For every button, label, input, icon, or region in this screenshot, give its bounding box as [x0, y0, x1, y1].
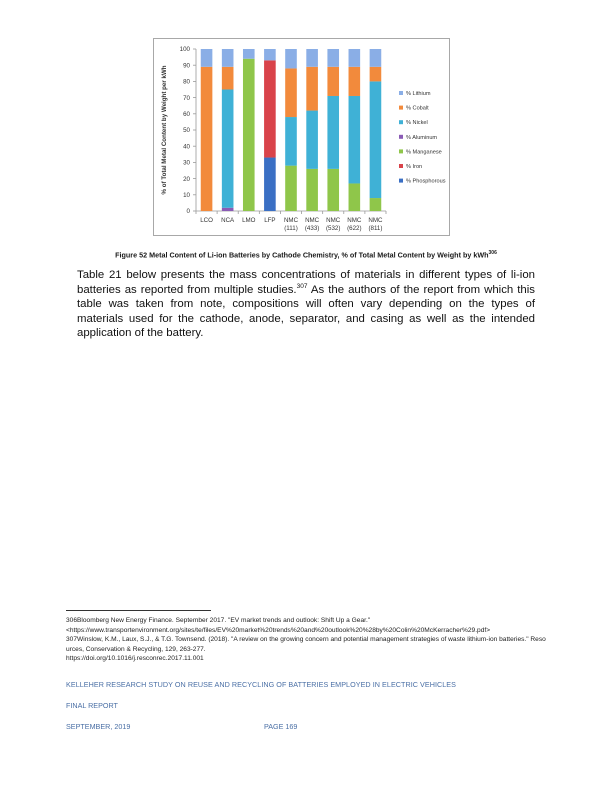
bar-segment-lmo-lithium: [243, 49, 255, 59]
footnote-307-citation: 307Winslow, K.M., Laux, S.J., & T.G. Townsend. (2018). "A review on the growing concern and potential management strategies of waste lithium-ion batteries." Resources, Conservation & Recycling, 129, 263-277.: [66, 636, 546, 653]
legend-label-nickel: % Nickel: [406, 120, 428, 127]
legend-swatch-manganese: [399, 149, 403, 153]
footer-study-title: KELLEHER RESEARCH STUDY ON REUSE AND RECYCLING OF BATTERIES EMPLOYED IN ELECTRIC VEHICLES: [66, 680, 456, 689]
y-tick-label: 70: [183, 94, 190, 102]
x-tick-label-nmc-622: NMC: [347, 217, 362, 224]
footnote-separator: [66, 610, 211, 611]
figure-caption-text: Figure 52 Metal Content of Li-ion Batteries by Cathode Chemistry, % of Total Metal Content by Weight by kWh: [115, 250, 489, 260]
x-tick-label-lco: LCO: [200, 217, 213, 224]
footer-page-number: PAGE 169: [264, 722, 298, 731]
bar-segment-nmc-811-manganese: [370, 198, 382, 211]
footnote-306-url[interactable]: <https://www.transportenvironment.org/sites/te/files/EV%20market%20trends%20and%20outlook%20%28by%20Colin%20McKerracher%29.pdf>: [66, 626, 491, 634]
y-axis-label: % of Total Metal Content by Weight per kWh: [161, 65, 168, 195]
legend-label-cobalt: % Cobalt: [406, 105, 429, 112]
bar-segment-nmc-622-cobalt: [349, 67, 361, 96]
bar-segment-nmc-433-manganese: [306, 169, 318, 211]
x-tick-label-nmc-111: (111): [284, 225, 298, 232]
x-tick-label-nmc-532: NMC: [326, 217, 341, 224]
legend-swatch-cobalt: [399, 106, 403, 110]
y-tick-label: 0: [186, 208, 190, 216]
legend-swatch-nickel: [399, 120, 403, 124]
bar-segment-nmc-433-nickel: [306, 111, 318, 169]
x-tick-label-nmc-433: (433): [304, 225, 320, 232]
bar-segment-nmc-111-lithium: [285, 49, 297, 68]
bar-segment-nmc-622-manganese: [349, 183, 361, 211]
y-tick-label: 40: [183, 143, 190, 151]
bar-segment-lco-cobalt: [201, 67, 213, 211]
footer-date: SEPTEMBER, 2019: [66, 722, 131, 731]
bar-segment-nca-aluminum: [222, 208, 234, 211]
bar-segment-lfp-phosphorous: [264, 158, 276, 211]
x-tick-label-nca: NCA: [221, 217, 235, 224]
bar-segment-nmc-811-nickel: [370, 81, 382, 198]
bar-segment-nmc-433-lithium: [306, 49, 318, 67]
y-tick-label: 10: [183, 192, 190, 199]
footnotes: [66, 616, 546, 664]
figure-52-chart: [153, 38, 450, 236]
x-tick-label-nmc-433: NMC: [305, 217, 320, 224]
bar-segment-nca-cobalt: [222, 67, 234, 90]
legend-label-aluminum: % Aluminum: [406, 134, 438, 141]
footnote-ref-307[interactable]: 307: [296, 282, 308, 290]
stacked-bar-chart: [154, 39, 451, 237]
bar-segment-nmc-111-nickel: [285, 117, 297, 166]
y-tick-label: 50: [183, 127, 190, 135]
legend-label-lithium: % Lithium: [406, 91, 431, 97]
bar-segment-lfp-iron: [264, 60, 276, 157]
x-tick-label-nmc-622: (622): [347, 225, 362, 232]
y-tick-label: 80: [183, 78, 190, 86]
y-tick-label: 60: [183, 111, 190, 118]
bar-segment-nmc-532-nickel: [327, 96, 339, 169]
bar-segment-nmc-532-lithium: [327, 49, 339, 67]
bar-segment-lmo-manganese: [243, 59, 255, 211]
paragraph-text-2: As the authors of the report from which this table was taken from note, compositions will often vary depending on the types of materials used for the cathode, anode, separator, and casing as well as the intended application of the battery.: [77, 283, 535, 340]
bar-segment-nca-lithium: [222, 49, 234, 67]
figure-caption: [0, 250, 612, 259]
paragraph-text-1: Table 21 below presents the mass concentrations of materials in different types of li-ion batteries as reported from multiple studies.: [77, 269, 535, 296]
bar-segment-nmc-111-cobalt: [285, 68, 297, 117]
legend-label-iron: % Iron: [406, 164, 423, 170]
body-paragraph: [77, 268, 535, 341]
legend-swatch-phosphorous: [399, 179, 403, 183]
legend-swatch-iron: [399, 164, 403, 168]
x-tick-label-nmc-811: (811): [368, 225, 383, 232]
bar-segment-nmc-811-cobalt: [370, 67, 382, 82]
footnote-ref-306[interactable]: 306: [488, 250, 497, 256]
y-tick-label: 20: [183, 175, 190, 183]
bar-segment-nmc-532-cobalt: [327, 67, 339, 96]
footer-report-label: FINAL REPORT: [66, 701, 118, 710]
legend-swatch-aluminum: [399, 135, 403, 139]
x-tick-label-nmc-811: NMC: [368, 217, 383, 224]
bar-segment-nmc-111-manganese: [285, 166, 297, 211]
y-tick-label: 90: [183, 62, 190, 70]
bar-segment-nmc-622-lithium: [349, 49, 361, 67]
legend-label-manganese: % Manganese: [406, 149, 442, 156]
footnote-307-doi[interactable]: https://doi.org/10.1016/j.resconrec.2017.11.001: [66, 655, 204, 663]
y-tick-label: 100: [179, 46, 190, 54]
legend-swatch-lithium: [399, 91, 403, 95]
footnote-306-citation: 306Bloomberg New Energy Finance. September 2017. "EV market trends and outlook: Shift Up a Gear.": [66, 617, 371, 624]
bar-segment-nmc-532-manganese: [327, 169, 339, 211]
legend-label-phosphorous: % Phosphorous: [406, 178, 446, 185]
bar-segment-nmc-811-lithium: [370, 49, 382, 67]
y-tick-label: 30: [183, 159, 190, 167]
bar-segment-nmc-433-cobalt: [306, 67, 318, 111]
bar-segment-nmc-622-nickel: [349, 96, 361, 183]
bar-segment-lfp-lithium: [264, 49, 276, 60]
x-tick-label-nmc-532: (532): [325, 225, 341, 232]
x-tick-label-lmo: LMO: [242, 217, 256, 224]
x-tick-label-lfp: LFP: [264, 217, 276, 224]
bar-segment-nca-nickel: [222, 90, 234, 208]
x-tick-label-nmc-111: NMC: [283, 217, 299, 224]
bar-segment-lco-lithium: [201, 49, 213, 67]
